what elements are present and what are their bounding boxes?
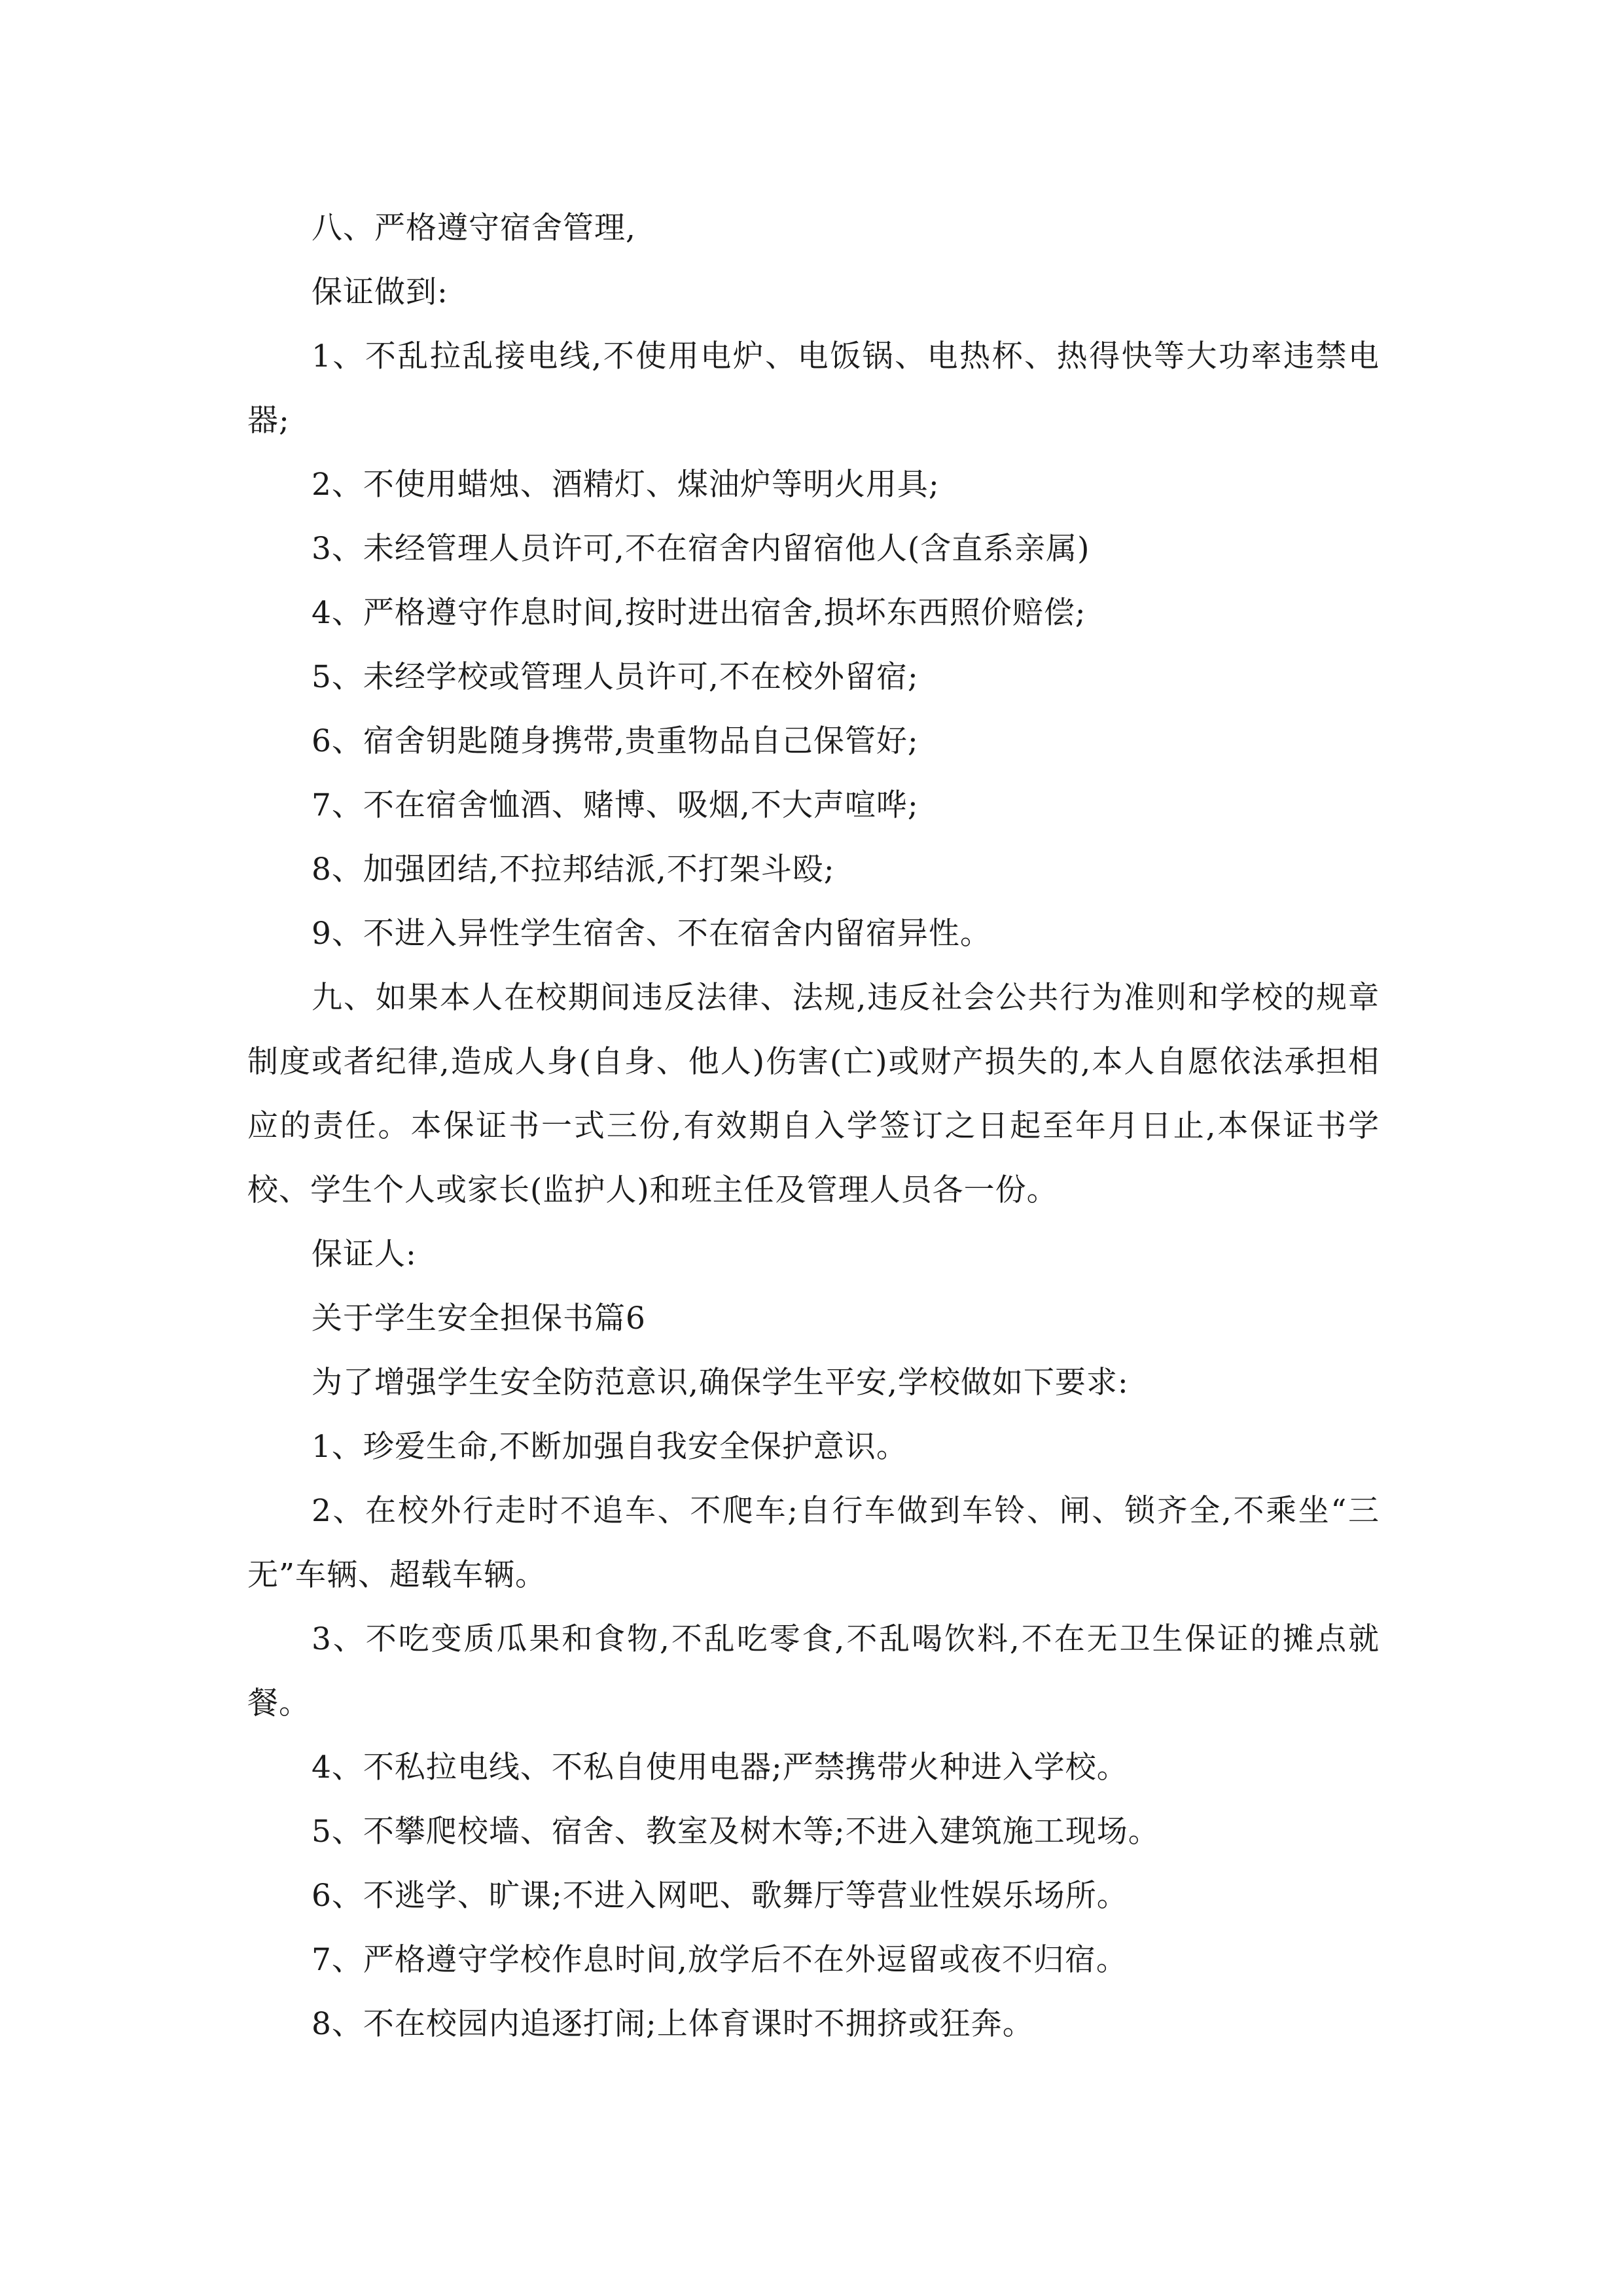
rule-item-3: 3、未经管理人员许可,不在宿舍内留宿他人(含直系亲属)	[312, 531, 1090, 567]
rule-item-7: 7、不在宿舍恤酒、赌博、吸烟,不大声喧哗;	[312, 787, 919, 823]
section-9-paragraph: 九、如果本人在校期间违反法律、法规,违反社会公共行为准则和学校的规章制度或者纪律,造成人身(自身、他人)伤害(亡)或财产损失的,本人自愿依法承担相应的责任。本保证书一式三份,有效期自入学签订之日起至年月日止,本保证书学校、学生个人或家长(监护人)和班主任及管理人员各一份。	[247, 980, 1380, 1208]
document-page	[247, 196, 1380, 2056]
requirement-item-4: 4、不私拉电线、不私自使用电器;严禁携带火种进入学校。	[312, 1749, 1128, 1785]
requirement-item-1: 1、珍爱生命,不断加强自我安全保护意识。	[312, 1429, 908, 1465]
requirement-item-6: 6、不逃学、旷课;不进入网吧、歌舞厅等营业性娱乐场所。	[312, 1878, 1128, 1914]
rule-item-1: 1、不乱拉乱接电线,不使用电炉、电饭锅、电热杯、热得快等大功率违禁电器;	[247, 338, 1380, 439]
requirement-item-7: 7、严格遵守学校作息时间,放学后不在外逗留或夜不归宿。	[312, 1942, 1128, 1978]
section-8-heading: 八、严格遵守宿舍管理,	[312, 210, 636, 246]
requirement-item-5: 5、不攀爬校墙、宿舍、教室及树木等;不进入建筑施工现场。	[312, 1814, 1160, 1850]
requirement-item-3: 3、不吃变质瓜果和食物,不乱吃零食,不乱喝饮料,不在无卫生保证的摊点就餐。	[247, 1621, 1380, 1721]
requirement-item-8: 8、不在校园内追逐打闹;上体育课时不拥挤或狂奔。	[312, 2006, 1034, 2042]
rule-item-4: 4、严格遵守作息时间,按时进出宿舍,损坏东西照价赔偿;	[312, 595, 1086, 631]
guarantee-intro: 保证做到:	[312, 274, 448, 310]
article-6-title: 关于学生安全担保书篇6	[312, 1300, 646, 1336]
rule-item-9: 9、不进入异性学生宿舍、不在宿舍内留宿异性。	[312, 916, 991, 952]
rule-item-8: 8、加强团结,不拉邦结派,不打架斗殴;	[312, 852, 835, 888]
guarantor-label: 保证人:	[312, 1236, 417, 1272]
article-6-intro: 为了增强学生安全防范意识,确保学生平安,学校做如下要求:	[312, 1365, 1129, 1401]
rule-item-2: 2、不使用蜡烛、酒精灯、煤油炉等明火用具;	[312, 467, 940, 503]
rule-item-5: 5、未经学校或管理人员许可,不在校外留宿;	[312, 659, 919, 695]
rule-item-6: 6、宿舍钥匙随身携带,贵重物品自己保管好;	[312, 723, 919, 759]
requirement-item-2: 2、在校外行走时不追车、不爬车;自行车做到车铃、闸、锁齐全,不乘坐“三无”车辆、超载车辆。	[247, 1493, 1380, 1593]
